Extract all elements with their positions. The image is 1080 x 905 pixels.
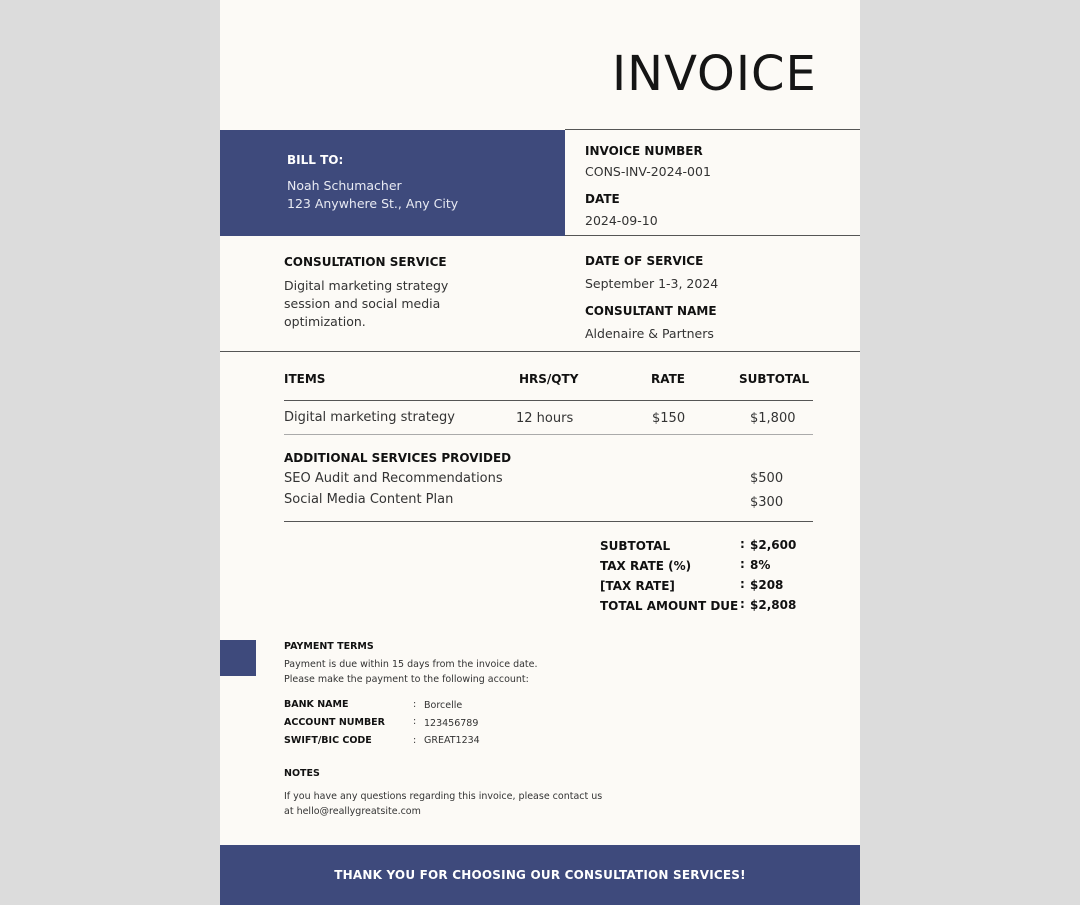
page-title: INVOICE [612,46,817,102]
payment-terms-line: Payment is due within 15 days from the invoice date. [284,659,538,670]
colon: : [740,577,745,591]
bill-to-address: 123 Anywhere St., Any City [287,196,459,211]
notes-label: NOTES [284,768,320,779]
bank-name-value: Borcelle [424,700,463,711]
colon: : [740,597,745,611]
invoice-number-label: INVOICE NUMBER [585,144,703,158]
colon: : [740,557,745,571]
total-due-value: $2,808 [750,598,797,612]
notes-line: at hello@reallygreatsite.com [284,806,421,817]
swift-code-label: SWIFT/BIC CODE [284,735,372,746]
bill-to-label: BILL TO: [287,153,344,167]
colon: : [413,735,417,746]
subtotal-label: SUBTOTAL [600,539,671,553]
additional-item-amount: $500 [750,471,784,486]
column-header-qty: HRS/QTY [519,372,579,386]
service-description-line: session and social media [284,296,441,311]
thank-you-footer [220,845,860,905]
tax-amount-value: $208 [750,578,784,592]
service-description-line: optimization. [284,314,366,329]
swift-code-value: GREAT1234 [424,735,480,746]
row-qty: 12 hours [516,411,574,426]
divider [565,129,860,130]
invoice-number-value: CONS-INV-2024-001 [585,164,711,179]
additional-item-name: Social Media Content Plan [284,492,454,507]
additional-item-amount: $300 [750,495,784,510]
additional-item-name: SEO Audit and Recommendations [284,471,503,486]
column-header-rate: RATE [651,372,685,386]
notes-line: If you have any questions regarding this invoice, please contact us [284,791,603,802]
account-number-value: 123456789 [424,718,479,729]
divider [284,521,813,522]
column-header-items: ITEMS [284,372,326,386]
payment-terms-line: Please make the payment to the following account: [284,674,529,685]
additional-services-label: ADDITIONAL SERVICES PROVIDED [284,451,512,465]
consultant-value: Aldenaire & Partners [585,326,714,341]
date-value: 2024-09-10 [585,213,658,228]
subtotal-value: $2,600 [750,538,797,552]
bill-to-box [220,130,565,236]
total-due-label: TOTAL AMOUNT DUE [600,599,739,613]
row-item: Digital marketing strategy [284,410,455,425]
column-header-subtotal: SUBTOTAL [739,372,810,386]
consultant-label: CONSULTANT NAME [585,304,717,318]
date-of-service-value: September 1-3, 2024 [585,276,719,291]
bill-to-name: Noah Schumacher [287,178,402,193]
payment-terms-label: PAYMENT TERMS [284,641,374,652]
invoice-page [220,0,860,905]
bank-name-label: BANK NAME [284,699,349,710]
tax-rate-value: 8% [750,558,771,572]
footer-text: THANK YOU FOR CHOOSING OUR CONSULTATION SERVICES! [334,868,746,882]
colon: : [740,537,745,551]
row-divider [284,434,813,435]
row-subtotal: $1,800 [750,411,796,426]
service-label: CONSULTATION SERVICE [284,255,447,269]
service-description-line: Digital marketing strategy [284,278,449,293]
service-description [284,277,484,331]
divider [565,235,860,236]
date-of-service-label: DATE OF SERVICE [585,254,704,268]
tax-rate-label: TAX RATE (%) [600,559,692,573]
row-rate: $150 [652,411,686,426]
colon: : [413,699,417,710]
colon: : [413,716,417,727]
date-label: DATE [585,192,620,206]
table-header-divider [284,400,813,401]
account-number-label: ACCOUNT NUMBER [284,717,385,728]
accent-square [220,640,256,676]
tax-amount-label: [TAX RATE] [600,579,675,593]
divider [220,351,860,352]
